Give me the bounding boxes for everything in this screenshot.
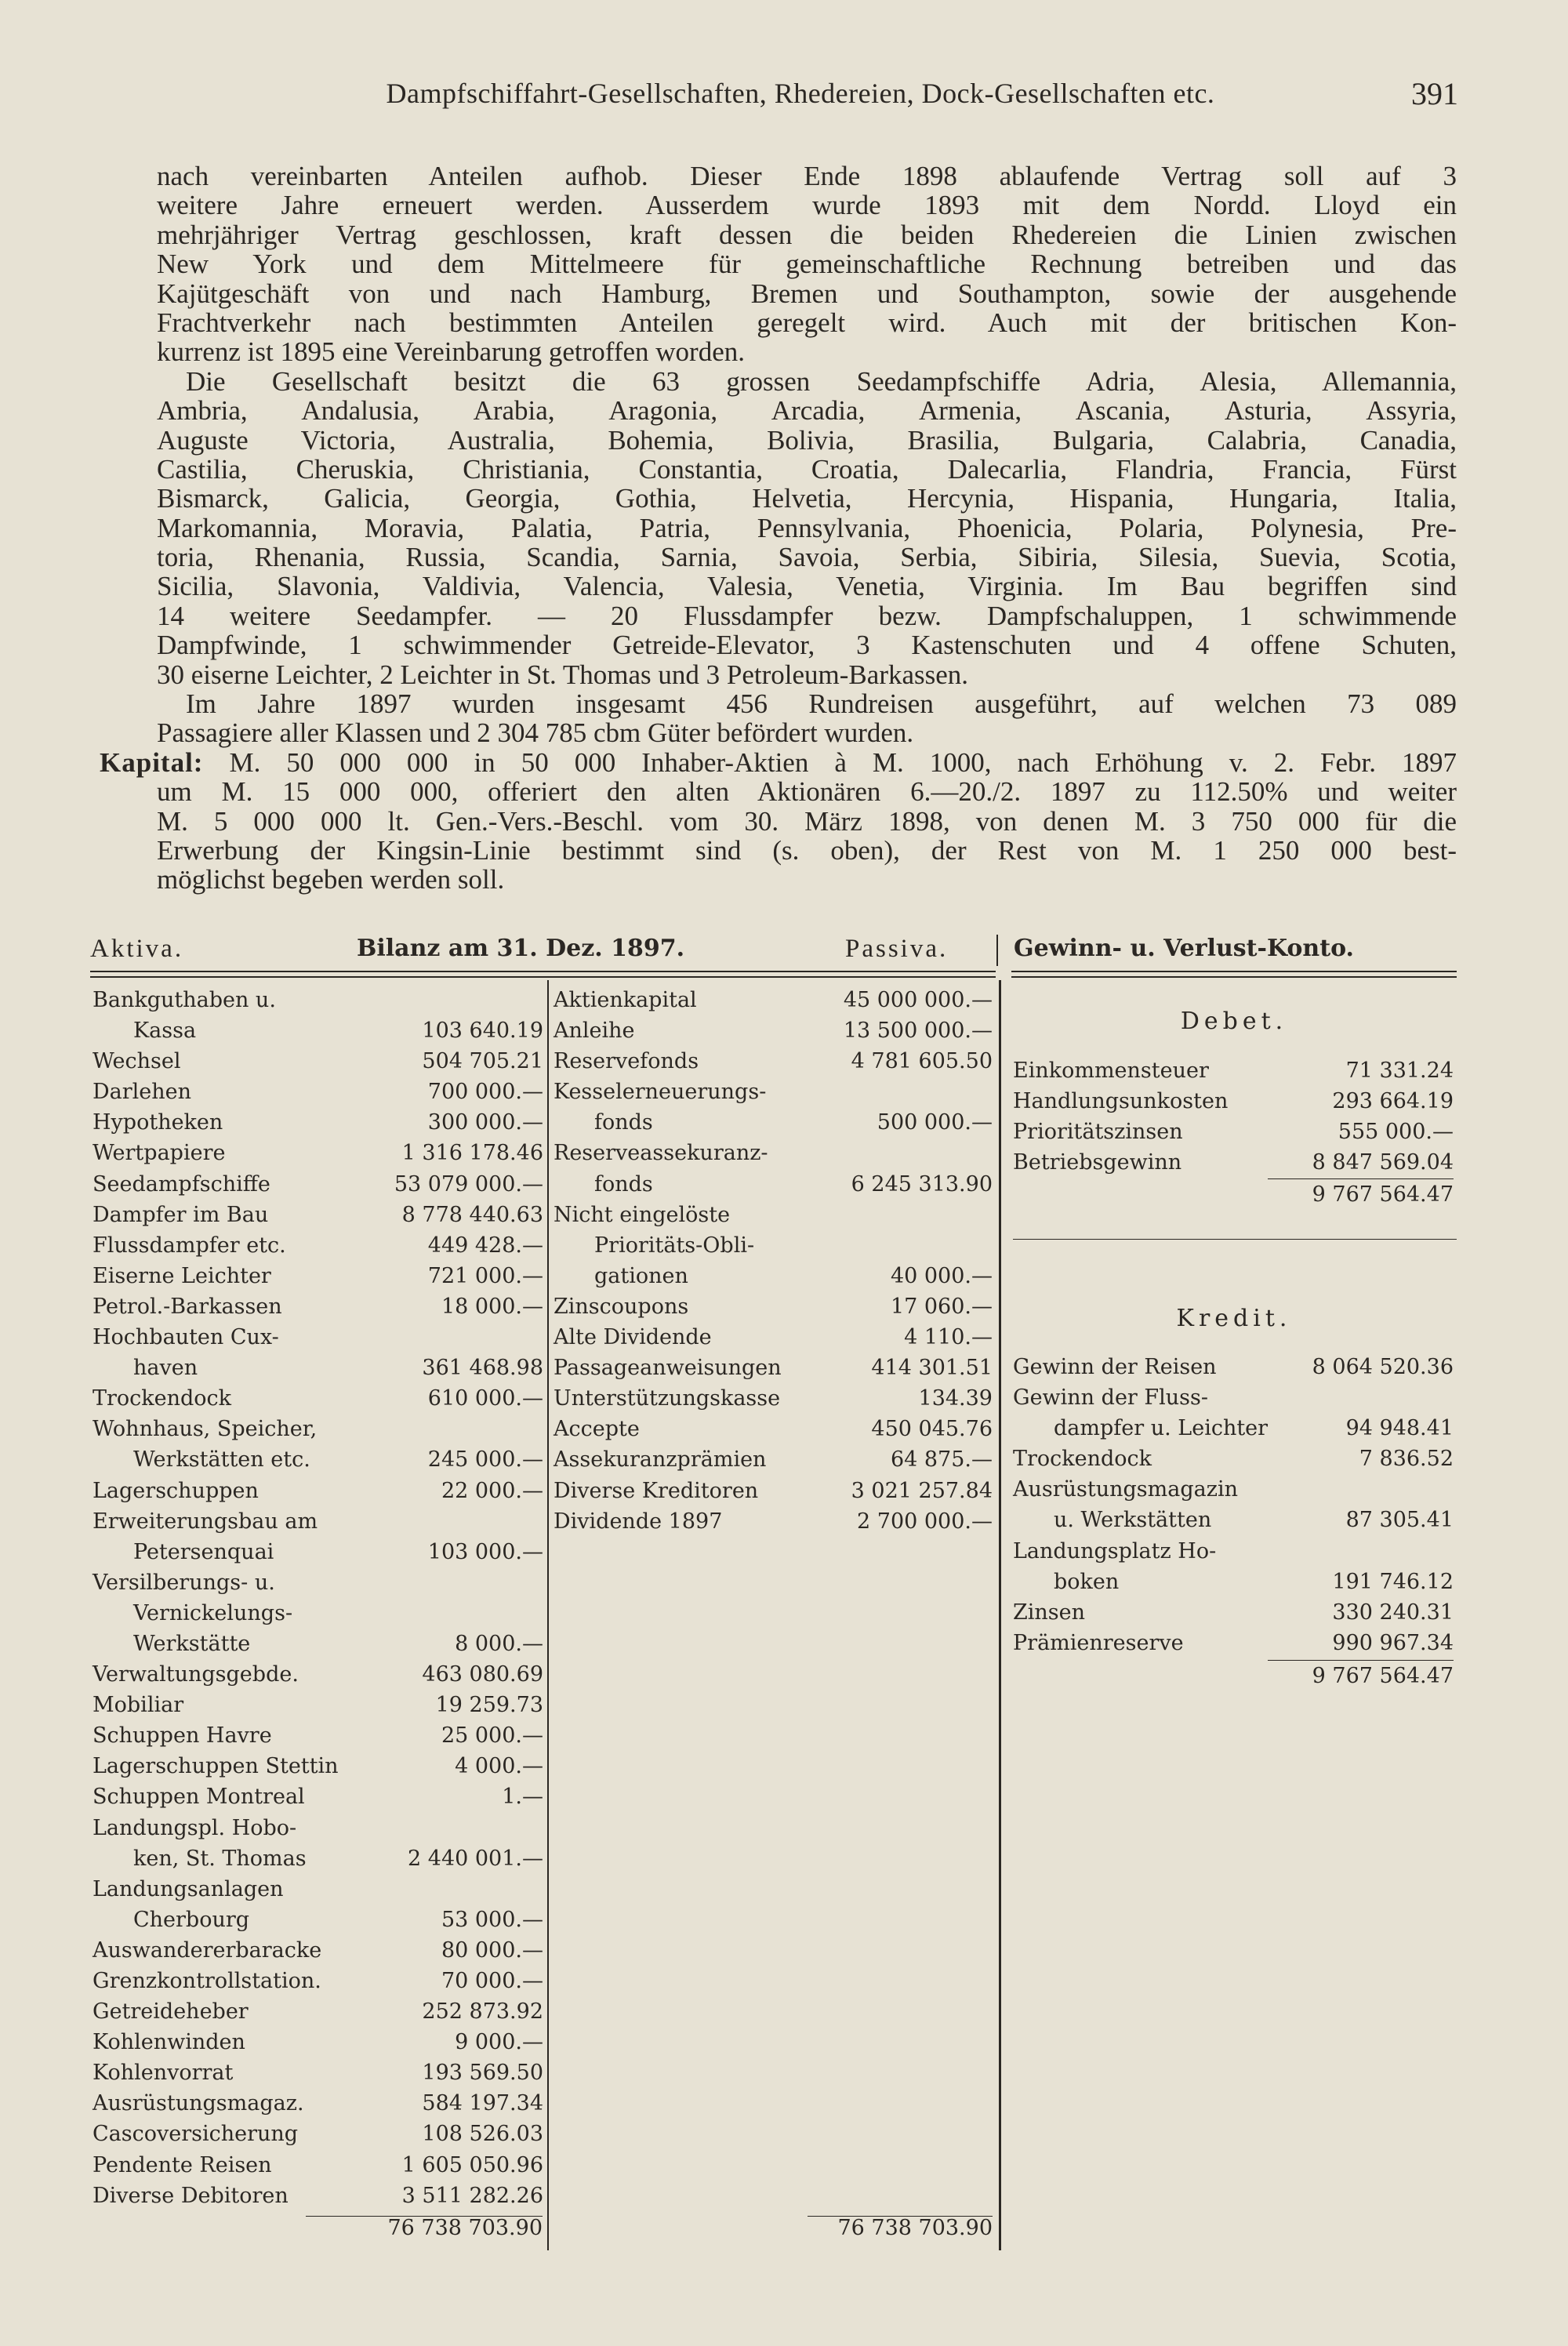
row-value: 721 000.— <box>427 1263 543 1288</box>
row-value: 45 000 000.— <box>843 988 993 1012</box>
table-row <box>93 1629 543 1659</box>
table-row <box>1013 1086 1454 1117</box>
row-value: 555 000.— <box>1338 1120 1454 1145</box>
text-line: Kajütgeschäft von und nach Hamburg, Bremen und Southampton, sowie der ausgehende <box>157 278 1457 309</box>
row-label: Prioritäts-Obli- <box>594 1233 755 1258</box>
row-label: Unterstützungskasse <box>554 1386 781 1411</box>
table-row <box>554 1169 993 1200</box>
table-row <box>1013 1536 1454 1567</box>
row-label: Anleihe <box>554 1019 635 1044</box>
table-row <box>93 2119 543 2149</box>
row-label: Cascoversicherung <box>93 2122 299 2147</box>
row-label: Ausrüstungsmagaz. <box>93 2091 304 2116</box>
row-label: Lagerschuppen Stettin <box>93 1754 339 1779</box>
row-label: Wohnhaus, Speicher, <box>93 1417 318 1442</box>
text-line: 14 weitere Seedampfer. — 20 Flussdampfer bezw. Dampfschaluppen, 1 schwimmende <box>157 600 1457 631</box>
row-label: Kesselerneuerungs- <box>554 1080 767 1105</box>
row-label: Zinsen <box>1013 1600 1086 1625</box>
row-value: 191 746.12 <box>1332 1569 1454 1594</box>
aktiva-label: Aktiva. <box>90 935 184 963</box>
row-value: 87 305.41 <box>1345 1508 1454 1533</box>
text-line: Die Gesellschaft besitzt die 63 grossen Seedampfschiffe Adria, Alesia, Allemannia, <box>186 365 1457 397</box>
table-row <box>1013 1055 1454 1086</box>
row-label: boken <box>1054 1569 1120 1594</box>
table-row <box>93 1781 543 1812</box>
row-label: Handlungsunkosten <box>1013 1089 1229 1114</box>
table-row <box>93 2150 543 2181</box>
table-row <box>93 1966 543 1996</box>
table-row <box>93 2057 543 2088</box>
table-row <box>554 1383 993 1414</box>
capital-label: Kapital: <box>100 746 204 778</box>
table-row <box>93 1322 543 1353</box>
table-row <box>1013 1352 1454 1382</box>
body-text <box>100 161 1457 895</box>
table-row <box>1013 1147 1454 1178</box>
row-label: Wertpapiere <box>93 1141 226 1166</box>
row-label: Schuppen Havre <box>93 1723 272 1749</box>
text-line: nach vereinbarten Anteilen aufhob. Dieser Ende 1898 ablaufende Vertrag soll auf 3 <box>157 161 1457 191</box>
row-label: Darlehen <box>93 1080 192 1105</box>
table-row <box>93 1567 543 1598</box>
debet-column <box>1013 1055 1454 1178</box>
row-value: 22 000.— <box>441 1478 543 1503</box>
text-line: toria, Rhenania, Russia, Scandia, Sarnia, Savoia, Serbia, Sibiria, Silesia, Suevia, Scotia, <box>157 542 1457 573</box>
debet-kredit-separator <box>1013 1239 1457 1240</box>
text-line: Ambria, Andalusia, Arabia, Aragonia, Arcadia, Armenia, Ascania, Asturia, Assyria, <box>157 395 1457 427</box>
row-label: Hypotheken <box>93 1110 223 1135</box>
row-value: 449 428.— <box>427 1233 543 1258</box>
table-row <box>1013 1444 1454 1474</box>
table-row <box>93 1383 543 1414</box>
kredit-sum-rule <box>1268 1660 1454 1661</box>
table-row <box>554 1230 993 1261</box>
row-label: Landungsanlagen <box>93 1876 284 1901</box>
row-value: 300 000.— <box>427 1110 543 1135</box>
row-value: 500 000.— <box>877 1110 993 1135</box>
pl-rule-top <box>1011 971 1457 972</box>
row-label: Kassa <box>133 1019 197 1044</box>
table-row <box>554 1322 993 1353</box>
text-line: Frachtverkehr nach bestimmten Anteilen geregelt wird. Auch mit der britischen Kon- <box>157 307 1457 338</box>
table-row <box>93 1905 543 1935</box>
table-row <box>554 1200 993 1230</box>
row-label: Vernickelungs- <box>133 1600 293 1625</box>
row-label: Schuppen Montreal <box>93 1785 305 1810</box>
row-label: Landungspl. Hobo- <box>93 1815 297 1840</box>
row-value: 245 000.— <box>427 1447 543 1473</box>
row-label: Bankguthaben u. <box>93 988 276 1012</box>
row-value: 25 000.— <box>441 1723 543 1749</box>
row-label: Petersenquai <box>133 1539 274 1564</box>
row-value: 700 000.— <box>427 1080 543 1105</box>
row-label: Diverse Debitoren <box>93 2183 289 2208</box>
table-row <box>1013 1628 1454 1658</box>
text-line: Passagiere aller Klassen und 2 304 785 cbm Güter befördert wurden. <box>157 717 914 749</box>
table-row <box>93 1996 543 2027</box>
table-row <box>1013 1597 1454 1628</box>
row-value: 64 875.— <box>890 1447 993 1473</box>
row-value: 134.39 <box>918 1386 993 1411</box>
row-label: haven <box>133 1356 198 1381</box>
row-label: Seedampfschiffe <box>93 1171 270 1197</box>
row-value: 53 000.— <box>441 1907 543 1932</box>
row-value: 414 301.51 <box>871 1356 993 1381</box>
aktiva-column <box>93 985 543 2211</box>
capital-line: möglichst begeben werden soll. <box>157 864 505 895</box>
table-row <box>1013 1117 1454 1147</box>
table-row <box>554 1138 993 1168</box>
balance-rule-bottom <box>90 976 996 978</box>
row-value: 1.— <box>502 1785 543 1810</box>
row-label: Hochbauten Cux- <box>93 1325 279 1350</box>
row-value: 103 000.— <box>427 1539 543 1564</box>
row-value: 3 511 282.26 <box>401 2183 543 2208</box>
row-value: 108 526.03 <box>422 2122 543 2147</box>
table-row <box>93 1720 543 1751</box>
text-line: kurrenz ist 1895 eine Vereinbarung getroffen worden. <box>157 336 745 368</box>
row-label: Erweiterungsbau am <box>93 1509 318 1534</box>
passiva-total: 76 738 703.90 <box>837 2216 993 2240</box>
row-label: Eiserne Leichter <box>93 1263 271 1288</box>
row-label: fonds <box>594 1171 653 1197</box>
table-row <box>554 1506 993 1537</box>
text-line: 30 eiserne Leichter, 2 Leichter in St. Thomas und 3 Petroleum-Barkassen. <box>157 659 969 690</box>
row-value: 193 569.50 <box>422 2061 543 2086</box>
row-value: 4 110.— <box>904 1325 993 1350</box>
table-row <box>93 1444 543 1475</box>
table-row <box>93 985 543 1015</box>
row-value: 70 000.— <box>441 1969 543 1993</box>
row-label: Wechsel <box>93 1049 181 1074</box>
table-row <box>93 1414 543 1444</box>
row-label: Zinscoupons <box>554 1294 689 1319</box>
running-header: Dampfschiffahrt-Gesellschaften, Rhedereien, Dock-Gesellschaften etc. <box>386 78 1215 109</box>
balance-pl-divider <box>999 980 1001 2250</box>
text-line: Markomannia, Moravia, Palatia, Patria, Pennsylvania, Phoenicia, Polaria, Polynesia, Pre- <box>157 512 1457 543</box>
table-row <box>93 1353 543 1383</box>
row-label: Accepte <box>554 1417 640 1442</box>
row-label: Getreideheber <box>93 1999 249 2025</box>
capital-text: M. 50 000 000 in 50 000 Inhaber-Aktien à M. 1000, nach Erhöhung v. 2. Febr. 1897 <box>229 746 1457 778</box>
row-value: 103 640.19 <box>422 1019 543 1044</box>
row-label: Diverse Kreditoren <box>554 1478 759 1503</box>
row-label: Ausrüstungsmagazin <box>1013 1477 1238 1502</box>
row-value: 1 605 050.96 <box>401 2152 543 2177</box>
row-label: Nicht eingelöste <box>554 1202 731 1227</box>
row-label: Kohlenwinden <box>93 2030 245 2055</box>
row-label: Trockendock <box>1013 1447 1152 1472</box>
table-row <box>93 1751 543 1781</box>
kredit-column <box>1013 1352 1454 1658</box>
table-row <box>93 2027 543 2057</box>
pl-rule-bottom <box>1011 976 1457 978</box>
row-value: 40 000.— <box>890 1263 993 1288</box>
table-row <box>1013 1413 1454 1444</box>
table-row <box>1013 1505 1454 1535</box>
row-label: Prioritätszinsen <box>1013 1120 1183 1145</box>
table-row <box>554 1107 993 1138</box>
table-row <box>93 2181 543 2211</box>
text-line: Castilia, Cheruskia, Christiania, Constantia, Croatia, Dalecarlia, Flandria, Francia, Fürst <box>157 453 1457 485</box>
debet-label: Debet. <box>1180 1008 1288 1035</box>
row-value: 8 778 440.63 <box>401 1202 543 1227</box>
row-label: ken, St. Thomas <box>133 1846 307 1871</box>
aktiva-total: 76 738 703.90 <box>387 2216 543 2240</box>
table-row <box>93 1935 543 1966</box>
passiva-column <box>554 985 993 1537</box>
row-label: Flussdampfer etc. <box>93 1233 286 1258</box>
row-label: Reservefonds <box>554 1049 699 1074</box>
row-label: Petrol.-Barkassen <box>93 1294 282 1319</box>
row-label: fonds <box>594 1110 653 1135</box>
table-row <box>93 1261 543 1291</box>
row-value: 13 500 000.— <box>843 1019 993 1044</box>
table-row <box>554 1291 993 1322</box>
row-label: Gewinn der Reisen <box>1013 1355 1217 1379</box>
row-value: 610 000.— <box>427 1386 543 1411</box>
passiva-label: Passiva. <box>845 935 949 963</box>
row-value: 990 967.34 <box>1332 1630 1454 1655</box>
table-row <box>93 1690 543 1720</box>
table-row <box>1013 1567 1454 1597</box>
table-row <box>93 1107 543 1138</box>
row-value: 19 259.73 <box>435 1693 543 1718</box>
row-label: Reserveassekuranz- <box>554 1141 768 1166</box>
row-value: 450 045.76 <box>871 1417 993 1442</box>
row-label: Assekuranzprämien <box>554 1447 767 1473</box>
row-label: Passageanweisungen <box>554 1356 782 1381</box>
table-row <box>554 1077 993 1107</box>
aktiva-passiva-divider <box>547 980 549 2250</box>
capital-line: Erwerbung der Kingsin-Linie bestimmt sind (s. oben), der Rest von M. 1 250 000 best- <box>157 834 1457 866</box>
text-line: mehrjähriger Vertrag geschlossen, kraft dessen die beiden Rhedereien die Linien zwischen <box>157 219 1457 250</box>
table-row <box>93 1077 543 1107</box>
table-row <box>93 1874 543 1905</box>
row-label: Pendente Reisen <box>93 2152 272 2177</box>
balance-title: Bilanz am 31. Dez. 1897. <box>357 935 685 962</box>
profit-loss-title: Gewinn- u. Verlust-Konto. <box>1014 935 1354 962</box>
table-row <box>554 1414 993 1444</box>
table-row <box>93 1843 543 1874</box>
table-row <box>554 1476 993 1506</box>
row-label: Cherbourg <box>133 1907 250 1932</box>
table-row <box>1013 1382 1454 1413</box>
kredit-label: Kredit. <box>1176 1305 1292 1332</box>
row-value: 8 000.— <box>455 1631 543 1656</box>
row-label: u. Werkstätten <box>1054 1508 1212 1533</box>
row-value: 4 000.— <box>455 1754 543 1779</box>
table-row <box>93 1537 543 1567</box>
table-row <box>93 1813 543 1843</box>
row-value: 53 079 000.— <box>394 1171 543 1197</box>
table-row <box>554 1261 993 1291</box>
row-label: Versilberungs- u. <box>93 1570 275 1595</box>
table-row <box>554 1046 993 1077</box>
balance-rule-top <box>90 971 996 972</box>
row-value: 71 331.24 <box>1345 1059 1454 1083</box>
debet-total: 9 767 564.47 <box>1312 1182 1454 1207</box>
table-row <box>93 1506 543 1537</box>
table-row <box>93 1015 543 1046</box>
text-line: Bismarck, Galicia, Georgia, Gothia, Helvetia, Hercynia, Hispania, Hungaria, Italia, <box>157 483 1457 514</box>
page-number: 391 <box>1411 76 1458 111</box>
row-value: 7 836.52 <box>1359 1447 1454 1472</box>
row-label: Grenzkontrollstation. <box>93 1969 321 1993</box>
row-value: 584 197.34 <box>422 2091 543 2116</box>
row-label: Aktienkapital <box>554 988 697 1012</box>
row-label: Werkstätte <box>133 1631 251 1656</box>
capital-line: M. 5 000 000 lt. Gen.-Vers.-Beschl. vom 30. März 1898, von denen M. 3 750 000 für die <box>157 805 1457 837</box>
row-value: 2 440 001.— <box>408 1846 543 1871</box>
row-label: Dividende 1897 <box>554 1509 723 1534</box>
text-line: Im Jahre 1897 wurden insgesamt 456 Rundreisen ausgeführt, auf welchen 73 089 <box>186 688 1457 720</box>
row-label: Landungsplatz Ho- <box>1013 1538 1217 1563</box>
table-row <box>93 1046 543 1077</box>
row-label: dampfer u. Leichter <box>1054 1416 1269 1441</box>
row-label: Betriebsgewinn <box>1013 1150 1182 1175</box>
row-label: Alte Dividende <box>554 1325 712 1350</box>
row-value: 252 873.92 <box>422 1999 543 2025</box>
row-label: Dampfer im Bau <box>93 1202 269 1227</box>
table-row <box>93 1200 543 1230</box>
table-row <box>554 1353 993 1383</box>
row-value: 361 468.98 <box>422 1356 543 1381</box>
table-row <box>93 1476 543 1506</box>
row-value: 1 316 178.46 <box>401 1141 543 1166</box>
row-value: 293 664.19 <box>1332 1089 1454 1114</box>
table-row <box>554 985 993 1015</box>
row-value: 18 000.— <box>441 1294 543 1319</box>
row-value: 3 021 257.84 <box>851 1478 993 1503</box>
capital-line <box>100 748 1457 777</box>
row-value: 4 781 605.50 <box>851 1049 993 1074</box>
row-label: Verwaltungsgebde. <box>93 1662 299 1687</box>
row-label: Einkommensteuer <box>1013 1059 1209 1083</box>
table-row <box>93 2088 543 2119</box>
row-value: 94 948.41 <box>1345 1416 1454 1441</box>
table-row <box>93 1659 543 1690</box>
row-value: 6 245 313.90 <box>851 1171 993 1197</box>
text-line: Sicilia, Slavonia, Valdivia, Valencia, Valesia, Venetia, Virginia. Im Bau begriffen sind <box>157 571 1457 602</box>
table-row <box>93 1169 543 1200</box>
row-value: 8 064 520.36 <box>1312 1355 1454 1379</box>
row-value: 2 700 000.— <box>857 1509 993 1534</box>
row-value: 463 080.69 <box>422 1662 543 1687</box>
row-label: gationen <box>594 1263 688 1288</box>
text-line: New York und dem Mittelmeere für gemeinschaftliche Rechnung betreiben und das <box>157 249 1457 280</box>
debet-sum-rule <box>1268 1178 1454 1179</box>
table-row <box>93 1138 543 1168</box>
row-value: 17 060.— <box>890 1294 993 1319</box>
row-label: Prämienreserve <box>1013 1630 1184 1655</box>
row-label: Mobiliar <box>93 1693 184 1718</box>
row-value: 330 240.31 <box>1332 1600 1454 1625</box>
row-label: Lagerschuppen <box>93 1478 259 1503</box>
row-value: 8 847 569.04 <box>1312 1150 1454 1175</box>
text-line: Auguste Victoria, Australia, Bohemia, Bolivia, Brasilia, Bulgaria, Calabria, Canadia, <box>157 424 1457 456</box>
row-label: Gewinn der Fluss- <box>1013 1385 1208 1411</box>
table-row <box>93 1291 543 1322</box>
row-value: 504 705.21 <box>422 1049 543 1074</box>
header-divider <box>996 935 998 966</box>
row-value: 80 000.— <box>441 1937 543 1963</box>
text-line: Dampfwinde, 1 schwimmender Getreide-Elevator, 3 Kastenschuten und 4 offene Schuten, <box>157 630 1457 661</box>
table-row <box>1013 1474 1454 1505</box>
table-row <box>554 1015 993 1046</box>
text-line: weitere Jahre erneuert werden. Ausserdem wurde 1893 mit dem Nordd. Lloyd ein <box>157 190 1457 221</box>
row-label: Trockendock <box>93 1386 232 1411</box>
capital-line: um M. 15 000 000, offeriert den alten Aktionären 6.—20./2. 1897 zu 112.50% und weiter <box>157 776 1457 808</box>
row-label: Auswandererbaracke <box>93 1937 322 1963</box>
table-row <box>93 1230 543 1261</box>
row-label: Werkstätten etc. <box>133 1447 310 1473</box>
table-row <box>554 1444 993 1475</box>
row-value: 9 000.— <box>455 2030 543 2055</box>
kredit-total: 9 767 564.47 <box>1312 1664 1454 1688</box>
row-label: Kohlenvorrat <box>93 2061 234 2086</box>
table-row <box>93 1598 543 1629</box>
